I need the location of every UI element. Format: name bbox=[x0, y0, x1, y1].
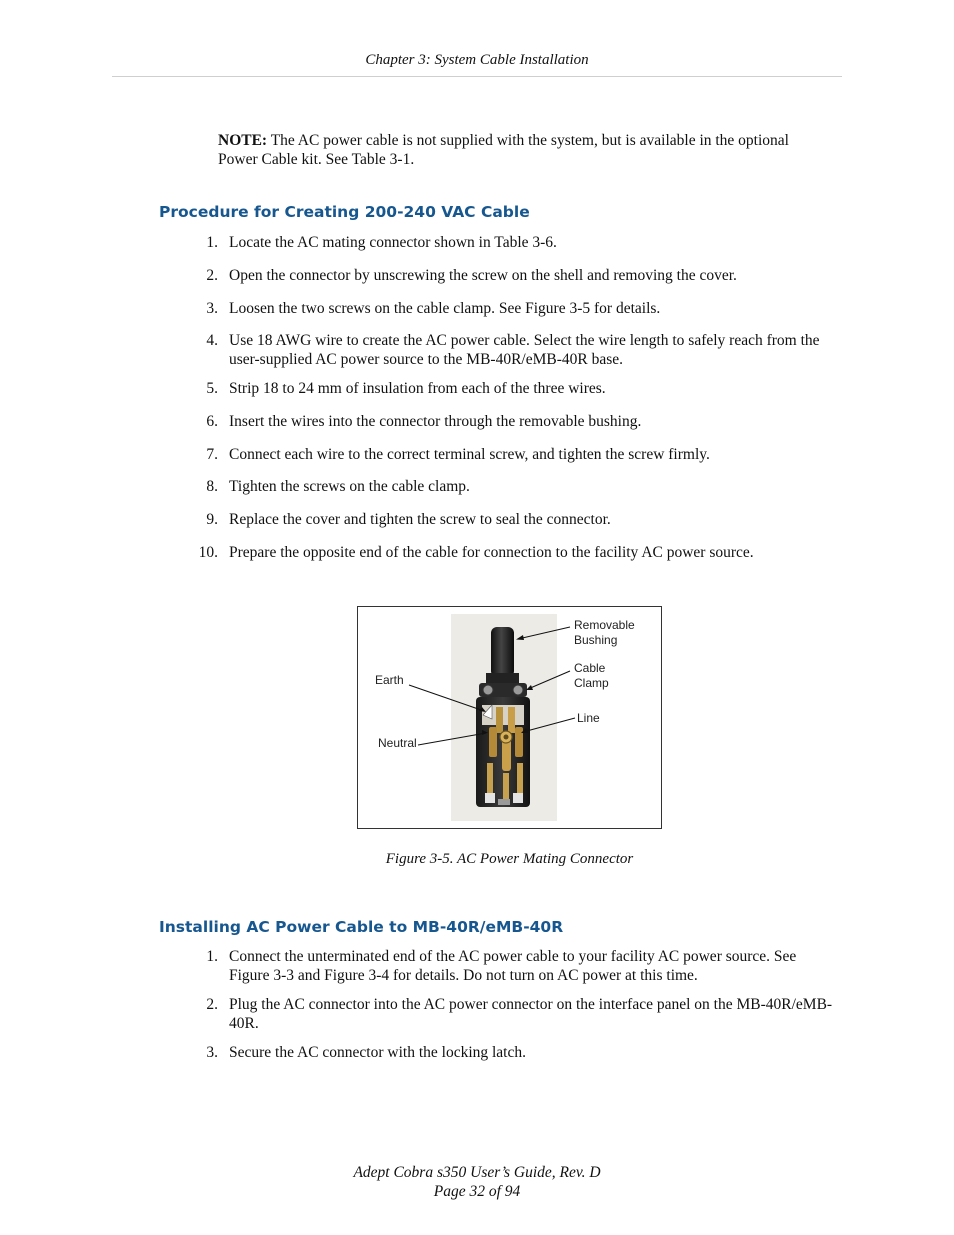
figure-ac-power-mating-connector bbox=[357, 606, 662, 829]
header-divider bbox=[112, 76, 842, 77]
label-neutral: Neutral bbox=[378, 736, 417, 750]
label-line: Line bbox=[577, 711, 600, 725]
note-paragraph bbox=[218, 131, 828, 169]
note-label: NOTE: bbox=[218, 132, 268, 149]
section-heading-creating-cable: Procedure for Creating 200-240 VAC Cable bbox=[159, 203, 530, 221]
section-heading-installing-cable: Installing AC Power Cable to MB-40R/eMB-40R bbox=[159, 918, 564, 936]
footer-page-number: Page 32 of 94 bbox=[433, 1183, 521, 1200]
label-cable-clamp: Cable Clamp bbox=[574, 661, 609, 690]
label-removable-bushing: Removable Bushing bbox=[574, 618, 635, 647]
note-text: The AC power cable is not supplied with the system, but is available in the optional Power Cable kit. See Table 3-1. bbox=[218, 132, 789, 168]
page-header: Chapter 3: System Cable Installation bbox=[365, 52, 589, 68]
label-earth: Earth bbox=[375, 673, 404, 687]
page-footer bbox=[112, 1163, 842, 1201]
footer-title: Adept Cobra s350 User’s Guide, Rev. D bbox=[353, 1164, 601, 1181]
figure-caption: Figure 3-5. AC Power Mating Connector bbox=[385, 851, 634, 867]
